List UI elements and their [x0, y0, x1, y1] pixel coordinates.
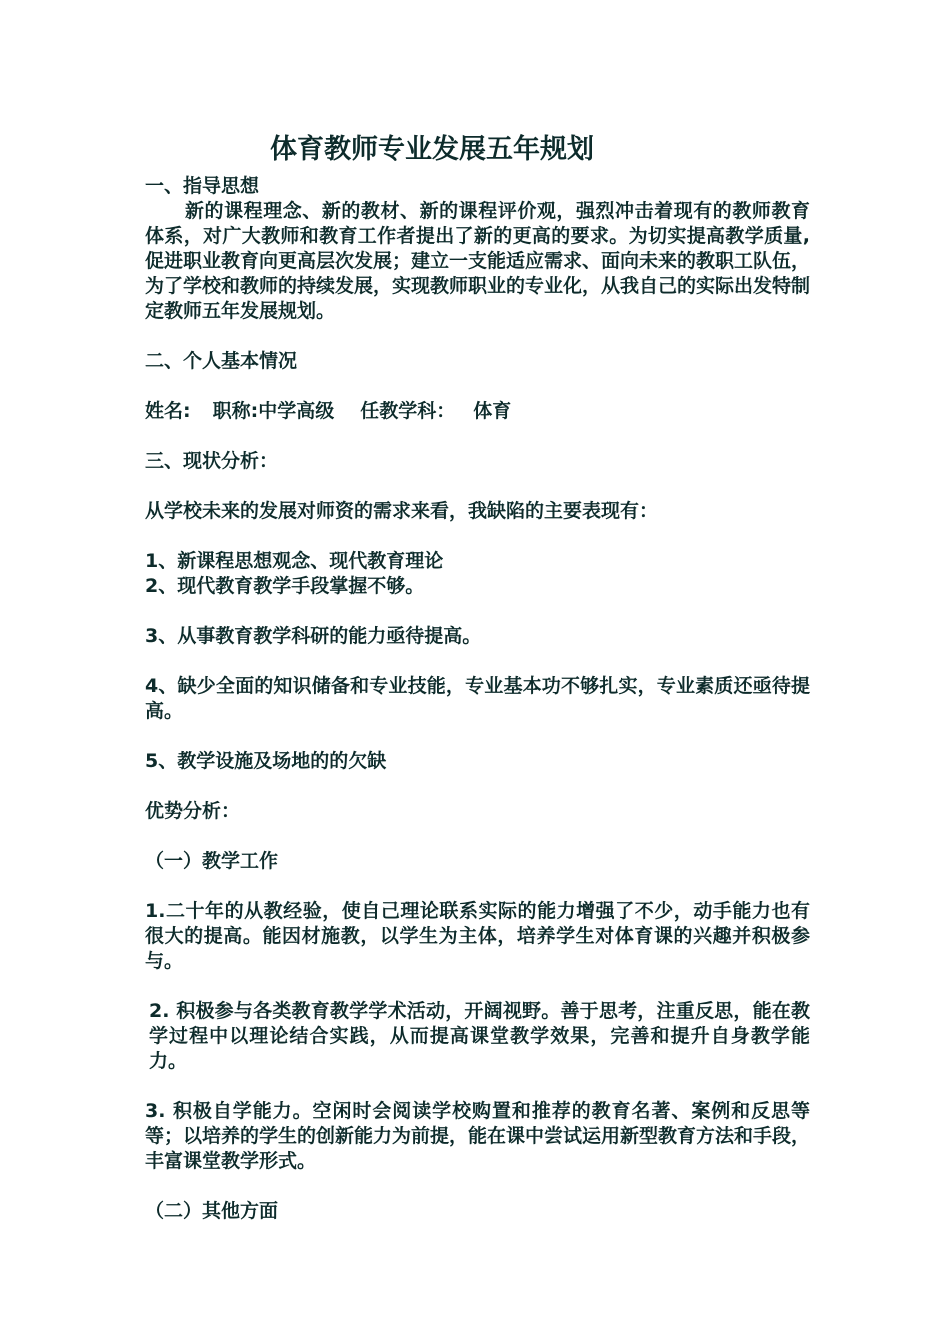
deficiency-item: 2、现代教育教学手段掌握不够。 — [145, 575, 425, 597]
document-body — [145, 174, 810, 1224]
advantage-item: 1.二十年的从教经验，使自己理论联系实际的能力增强了不少，动手能力也有很大的提高。能因材施教，以学生为主体，培养学生对体育课的兴趣并积极参与。 — [145, 900, 810, 972]
subheading-other-aspects: （二）其他方面 — [145, 1200, 279, 1222]
advantage-item: 2. 积极参与各类教育教学学术活动，开阔视野。善于思考，注重反思，能在教学过程中以理论结合实践，从而提高课堂教学效果，完善和提升自身教学能力。 — [149, 1000, 810, 1072]
status-analysis-intro: 从学校未来的发展对师资的需求来看，我缺陷的主要表现有： — [145, 500, 659, 522]
guiding-thought-paragraph: 新的课程理念、新的教材、新的课程评价观，强烈冲击着现有的教师教育体系，对广大教师和教育工作者提出了新的更高的要求。为切实提高教学质量,促进职业教育向更高层次发展；建立一支能适应需求、面向未来的教职工队伍，为了学校和教师的持续发展，实现教师职业的专业化，从我自己的实际出发特制定教师五年发展规划。 — [145, 200, 811, 322]
section-heading-guiding-thought: 一、指导思想 — [145, 175, 260, 197]
subheading-teaching-work: （一）教学工作 — [145, 850, 279, 872]
personal-info-line — [145, 399, 810, 424]
section-heading-advantages: 优势分析： — [145, 800, 241, 822]
name-label: 姓名: — [145, 400, 191, 422]
deficiency-item: 1、新课程思想观念、现代教育理论 — [145, 550, 444, 572]
job-title-label: 职称:中学高级 — [212, 400, 335, 422]
subject-label: 任教学科： — [360, 400, 456, 422]
subject-value: 体育 — [473, 400, 512, 422]
section-heading-status-analysis: 三、现状分析： — [145, 450, 279, 472]
advantage-item: 3. 积极自学能力。空闲时会阅读学校购置和推荐的教育名著、案例和反思等等；以培养的学生的创新能力为前提，能在课中尝试运用新型教育方法和手段，丰富课堂教学形式。 — [145, 1100, 811, 1172]
section-heading-personal-info: 二、个人基本情况 — [145, 350, 298, 372]
deficiency-item: 4、缺少全面的知识储备和专业技能，专业基本功不够扎实，专业素质还亟待提高。 — [145, 675, 810, 722]
deficiency-item: 3、从事教育教学科研的能力亟待提高。 — [145, 625, 482, 647]
document-title: 体育教师专业发展五年规划 — [270, 134, 594, 165]
deficiency-item: 5、教学设施及场地的的欠缺 — [145, 750, 387, 772]
